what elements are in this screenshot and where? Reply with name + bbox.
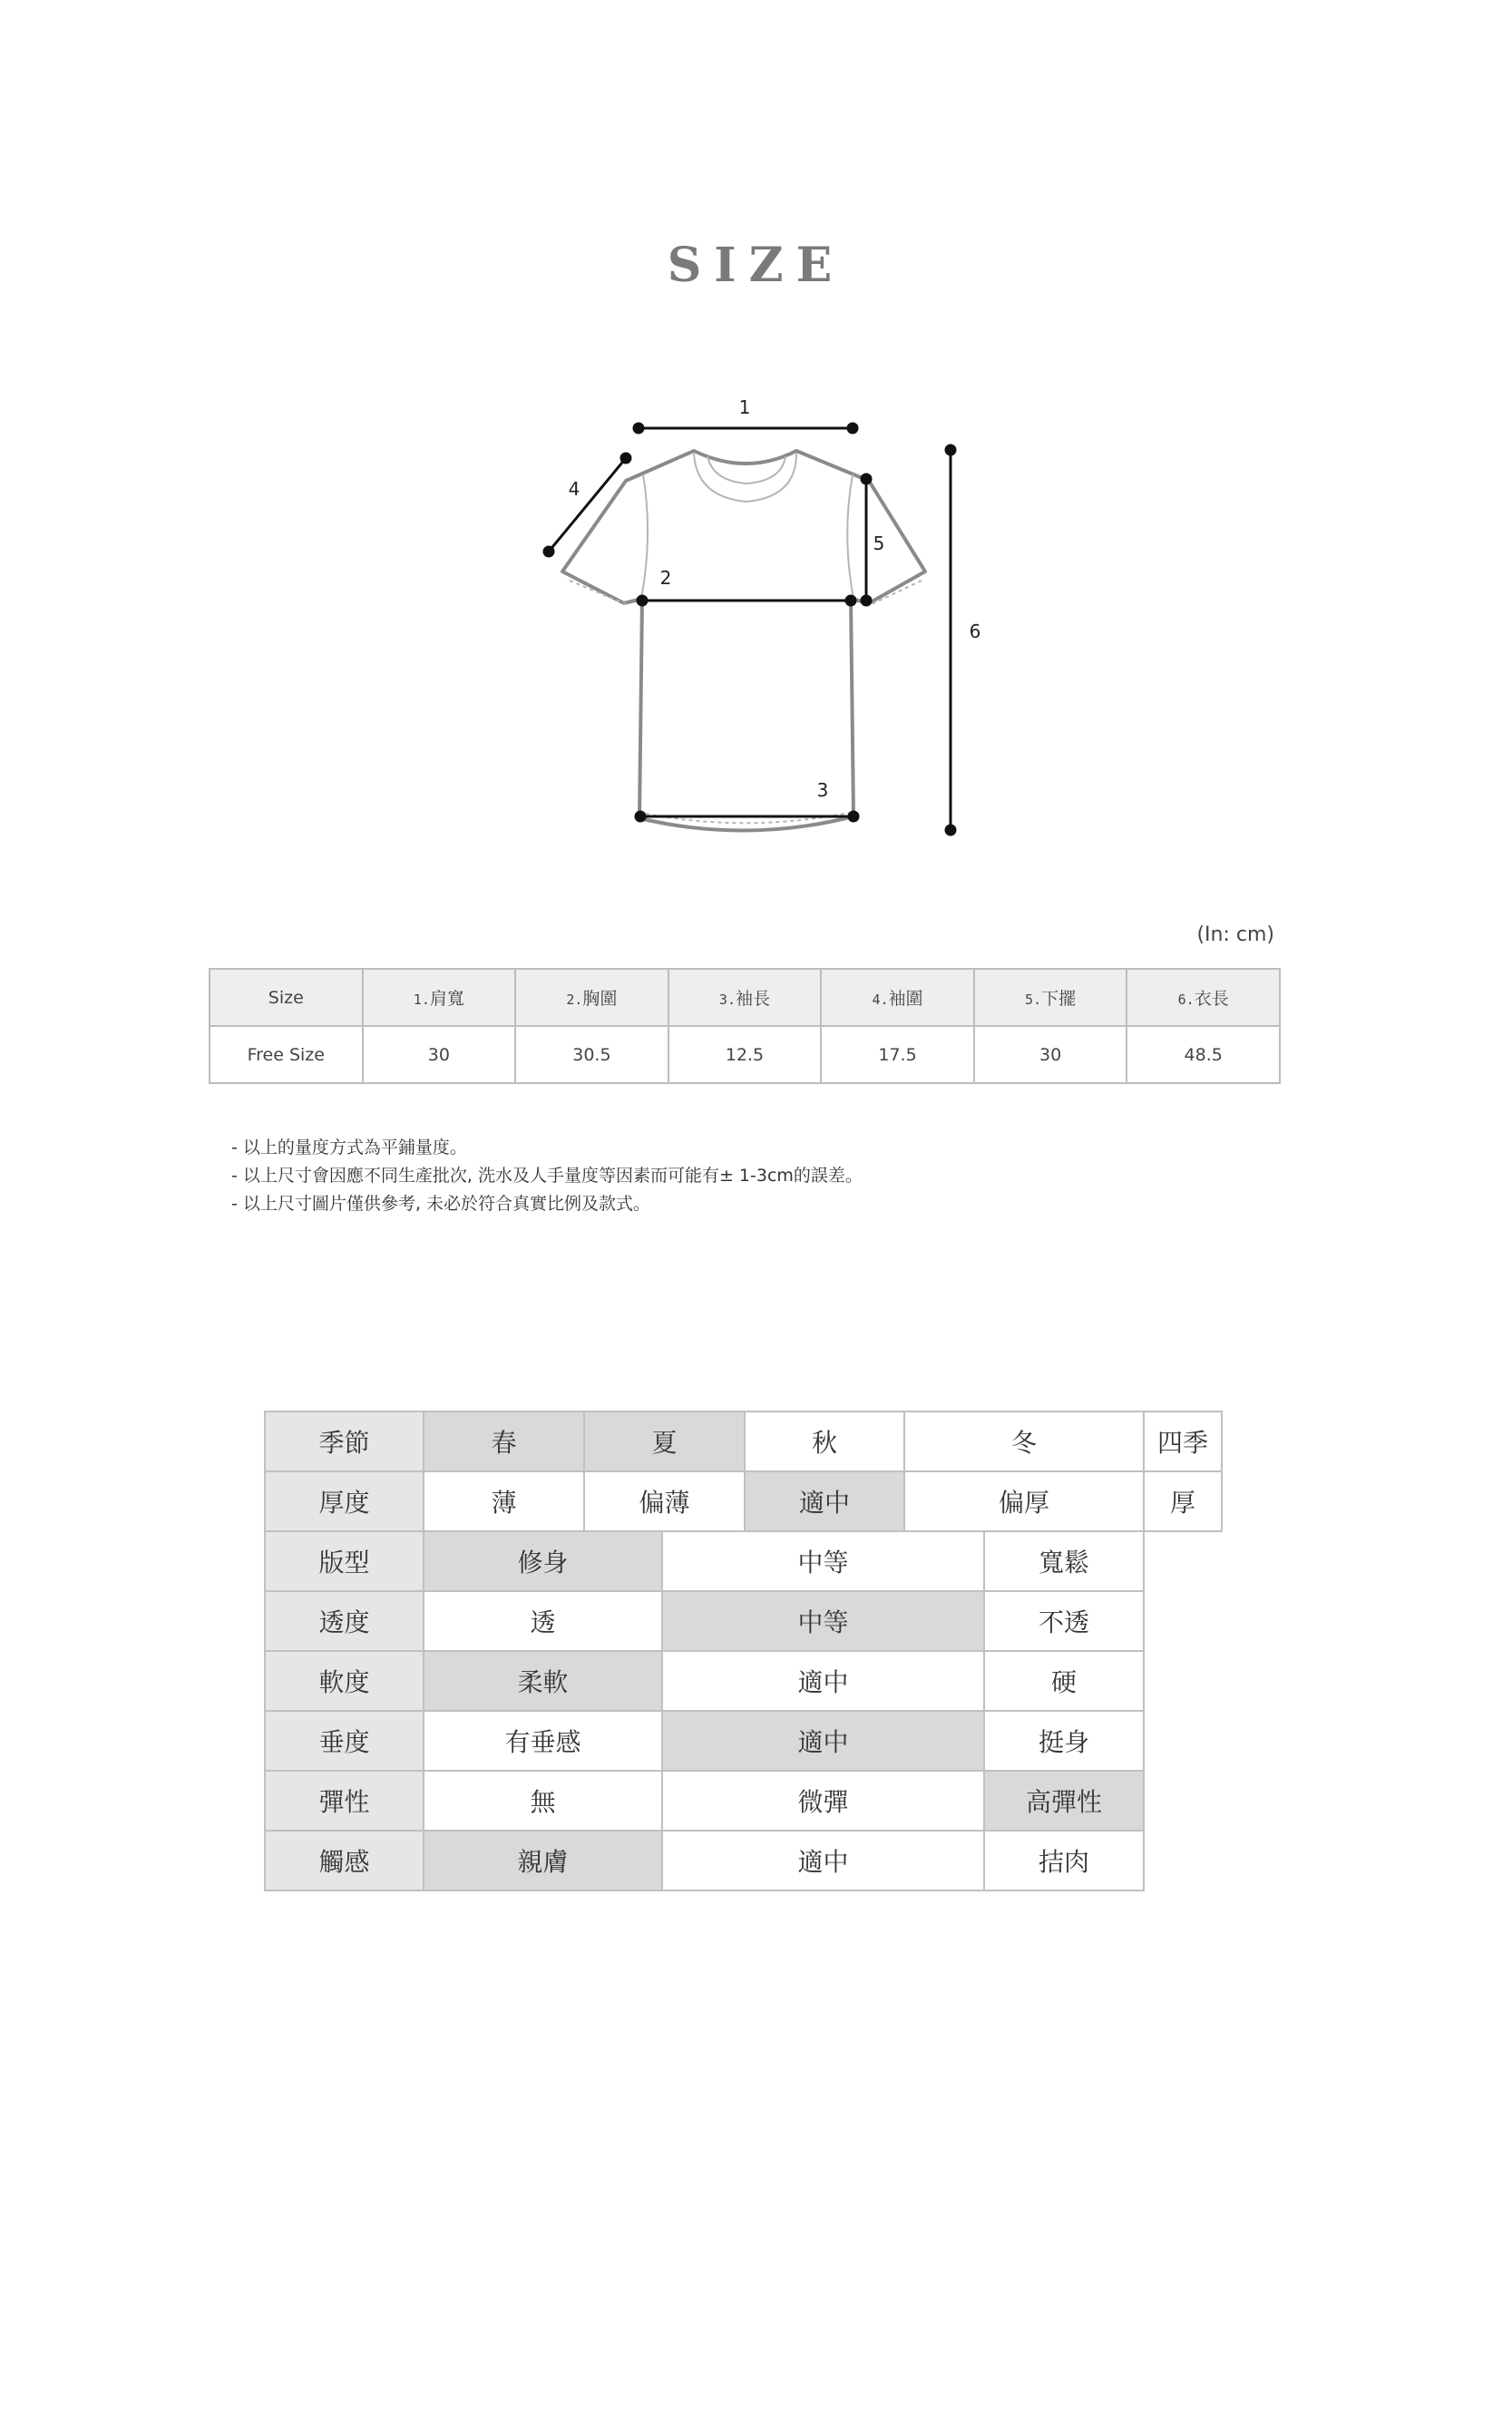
option-cell: 偏薄 — [584, 1471, 745, 1531]
header-num: 4. — [872, 992, 889, 1008]
size-cell: 30 — [974, 1026, 1127, 1083]
row-label: 厚度 — [265, 1471, 424, 1531]
header-name: 袖長 — [735, 989, 770, 1009]
option-cell: 夏 — [584, 1412, 745, 1471]
option-cell: 適中 — [662, 1831, 984, 1890]
measure-label-5: 5 — [873, 532, 885, 554]
header-name: 下擺 — [1041, 989, 1077, 1009]
header-name: 袖圍 — [888, 989, 923, 1009]
measure-label-4: 4 — [568, 478, 580, 500]
header-name: 衣長 — [1194, 989, 1229, 1009]
fabric-row-thickness — [265, 1471, 1222, 1531]
header-num: 6. — [1177, 992, 1195, 1008]
size-table-header-row — [210, 969, 1280, 1026]
header-cell — [363, 969, 516, 1026]
size-cell: 12.5 — [668, 1026, 822, 1083]
fabric-row-fit — [265, 1531, 1222, 1591]
option-cell: 秋 — [745, 1412, 904, 1471]
option-cell: 無 — [424, 1771, 662, 1831]
row-label: 彈性 — [265, 1771, 424, 1831]
measure-label-3: 3 — [816, 779, 829, 801]
size-cell: 30.5 — [515, 1026, 668, 1083]
header-name: Size — [268, 987, 304, 1008]
tshirt-details — [570, 454, 922, 823]
option-cell: 拮肉 — [984, 1831, 1144, 1890]
fabric-row-elasticity — [265, 1771, 1222, 1831]
option-cell: 薄 — [424, 1471, 584, 1531]
size-cell: Free Size — [210, 1026, 363, 1083]
option-cell: 不透 — [984, 1591, 1144, 1651]
row-label: 版型 — [265, 1531, 424, 1591]
fabric-row-touch — [265, 1831, 1222, 1890]
option-cell: 春 — [424, 1412, 584, 1471]
page-title: SIZE — [667, 238, 845, 293]
option-cell: 四季 — [1144, 1412, 1222, 1471]
tshirt-outline — [562, 451, 925, 831]
tshirt-measurement-diagram — [508, 381, 998, 853]
option-cell: 透 — [424, 1591, 662, 1651]
header-name: 肩寬 — [429, 989, 464, 1009]
fabric-row-drape — [265, 1711, 1222, 1771]
header-num: 1. — [413, 992, 430, 1008]
note-line: - 以上尺寸圖片僅供參考, 未必於符合真實比例及款式。 — [231, 1194, 650, 1214]
option-cell: 中等 — [662, 1531, 984, 1591]
header-num: 2. — [566, 992, 583, 1008]
size-cell: 30 — [363, 1026, 516, 1083]
option-cell: 適中 — [662, 1711, 984, 1771]
row-label: 季節 — [265, 1412, 424, 1471]
option-cell: 適中 — [662, 1651, 984, 1711]
option-cell: 柔軟 — [424, 1651, 662, 1711]
fabric-row-season — [265, 1412, 1222, 1471]
size-table — [209, 968, 1281, 1084]
header-name: 胸圍 — [582, 989, 618, 1009]
note-line: - 以上尺寸會因應不同生產批次, 洗水及人手量度等因素而可能有± 1-3cm的誤差。 — [231, 1166, 863, 1186]
header-cell — [1127, 969, 1280, 1026]
header-num: 5. — [1025, 992, 1042, 1008]
option-cell: 偏厚 — [904, 1471, 1144, 1531]
option-cell: 挺身 — [984, 1711, 1144, 1771]
header-cell — [974, 969, 1127, 1026]
header-cell — [515, 969, 668, 1026]
notes — [231, 1134, 863, 1218]
fabric-attributes-table — [264, 1411, 1223, 1891]
header-num: 3. — [718, 992, 736, 1008]
unit-label: (In: cm) — [1196, 923, 1274, 946]
size-cell: 48.5 — [1127, 1026, 1280, 1083]
option-cell: 硬 — [984, 1651, 1144, 1711]
header-cell — [668, 969, 822, 1026]
note-line: - 以上的量度方式為平鋪量度。 — [231, 1138, 467, 1158]
option-cell: 寬鬆 — [984, 1531, 1144, 1591]
option-cell: 適中 — [745, 1471, 904, 1531]
row-label: 透度 — [265, 1591, 424, 1651]
fabric-row-softness — [265, 1651, 1222, 1711]
option-cell: 中等 — [662, 1591, 984, 1651]
measure-lines — [544, 424, 955, 835]
option-cell: 微彈 — [662, 1771, 984, 1831]
option-cell: 親膚 — [424, 1831, 662, 1890]
measure-label-6: 6 — [969, 620, 981, 642]
option-cell: 冬 — [904, 1412, 1144, 1471]
option-cell: 厚 — [1144, 1471, 1222, 1531]
measure-label-1: 1 — [738, 396, 751, 418]
row-label: 軟度 — [265, 1651, 424, 1711]
header-cell — [210, 969, 363, 1026]
row-label: 觸感 — [265, 1831, 424, 1890]
size-cell: 17.5 — [821, 1026, 974, 1083]
row-label: 垂度 — [265, 1711, 424, 1771]
option-cell: 有垂感 — [424, 1711, 662, 1771]
measure-label-2: 2 — [659, 567, 672, 589]
size-table-row — [210, 1026, 1280, 1083]
fabric-row-transparency — [265, 1591, 1222, 1651]
option-cell: 高彈性 — [984, 1771, 1144, 1831]
header-cell — [821, 969, 974, 1026]
option-cell: 修身 — [424, 1531, 662, 1591]
